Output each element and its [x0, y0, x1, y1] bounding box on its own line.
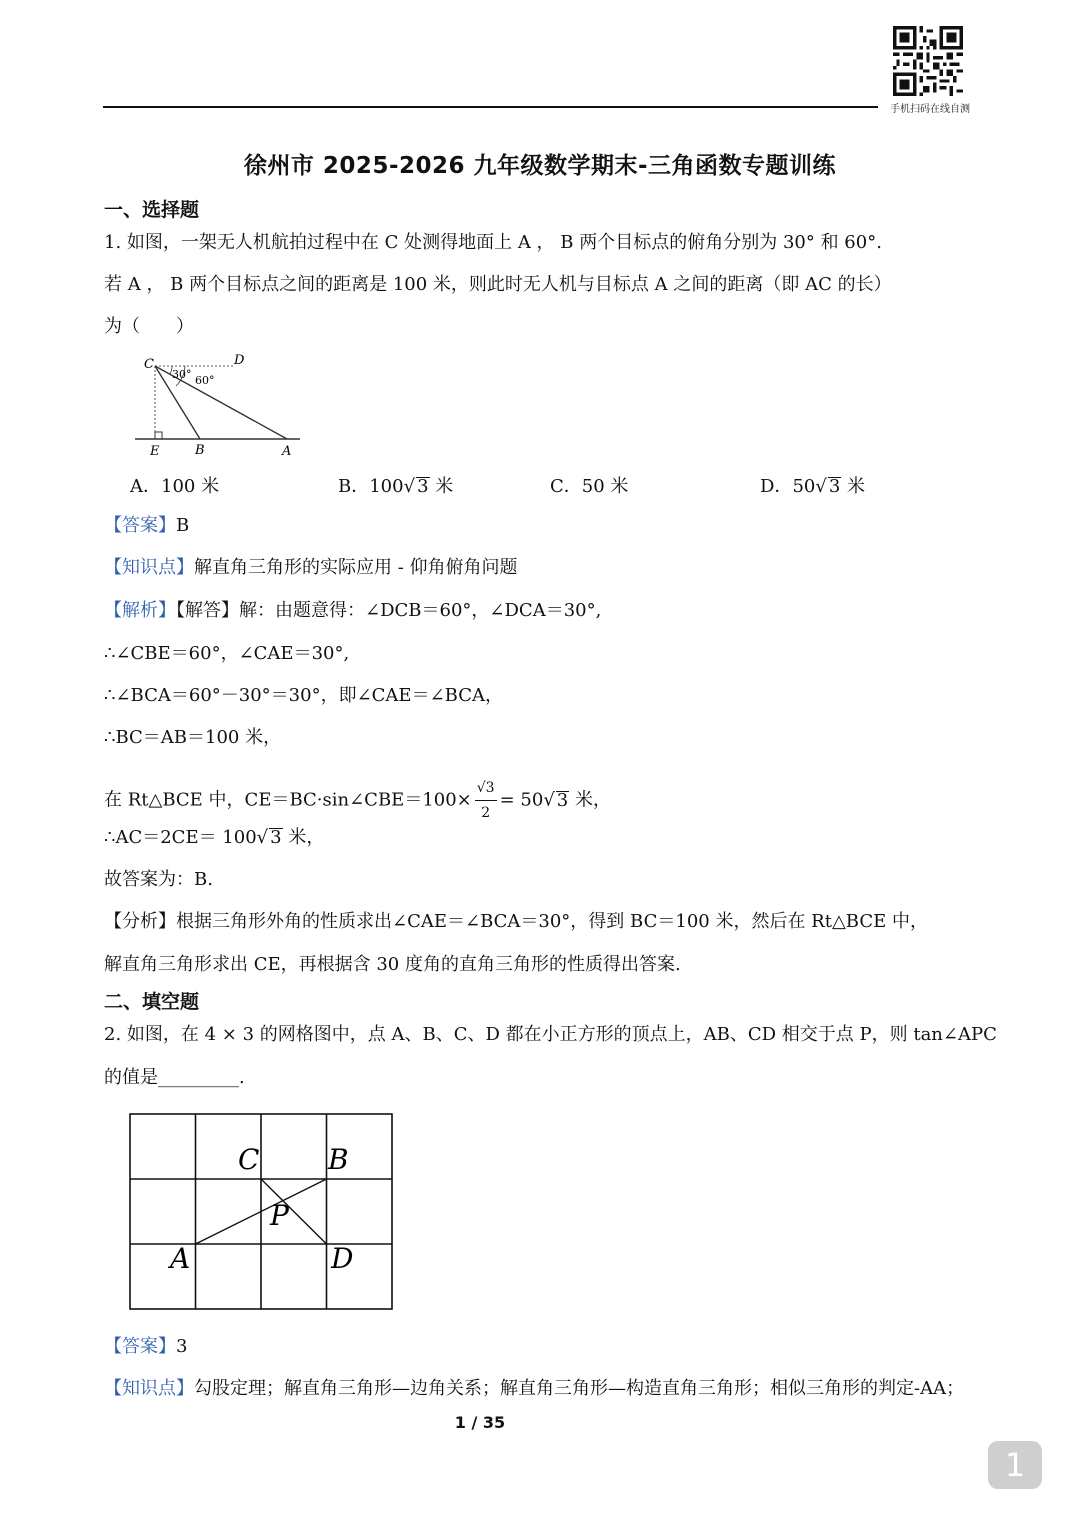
q2-fig-label-a: A [170, 1242, 191, 1275]
q1-stem-line1: 1. 如图，一架无人机航拍过程中在 C 处测得地面上 A ， B 两个目标点的俯角分别为 30° 和 60°. [104, 232, 882, 253]
q1-choice-b-radicand: 3 [417, 476, 429, 497]
q1-fig-angle-30: 30° [172, 368, 192, 381]
q1-choice-b-unit: 米 [435, 476, 454, 497]
q1-choice-b-coef: 100 [369, 476, 404, 497]
section-heading-choice: 一、选择题 [104, 199, 200, 221]
q1-choice-d: D．50√ 3 米 [760, 476, 866, 497]
q1-step-4-eq: = 50 [499, 789, 544, 811]
q1-fig-label-a: A [282, 444, 292, 459]
q1-step-3: ∴BC＝AB＝100 米， [104, 727, 282, 748]
q2-fig-label-c: C [238, 1143, 260, 1176]
q1-step-4-fraction [475, 776, 497, 825]
q1-fig-angle-60: 60° [195, 374, 215, 387]
q2-knowledge-point [104, 1377, 964, 1401]
q2-grid-figure [128, 1112, 396, 1312]
page-number: 1 / 35 [454, 1413, 506, 1432]
q1-knowledge-point [104, 556, 518, 580]
q1-solution-first-text: 【解答】解：由题意得：∠DCB＝60°，∠DCA＝30°, [176, 600, 602, 621]
q1-step-6: 故答案为：B. [104, 869, 213, 890]
section-heading-fill: 二、填空题 [104, 991, 200, 1013]
page-indicator-badge[interactable]: 1 [988, 1441, 1042, 1489]
q1-step-5-post: 米， [288, 827, 325, 848]
knowledge-tag: 【知识点】 [104, 1378, 194, 1399]
q1-stem-line2: 若 A ， B 两个目标点之间的距离是 100 米，则此时无人机与目标点 A 之间的距离（即 AC 的长） [104, 274, 892, 295]
q2-answer-value: 3 [176, 1336, 188, 1357]
fraction-numerator: √3 [475, 776, 497, 801]
q1-answer-value: B [176, 515, 190, 536]
q2-fig-label-d: D [331, 1242, 354, 1275]
q1-step-4: 在 Rt△BCE 中，CE＝BC·sin∠CBE＝100× $\frac{√3}{2}$ = 50√ 3 米， [104, 776, 611, 825]
q2-stem-line2: 的值是_________. [104, 1067, 245, 1088]
q2-fig-label-b: B [328, 1143, 349, 1176]
analysis-tag: 【分析】 [104, 911, 176, 932]
q1-choice-d-label: D． [760, 476, 793, 497]
q1-choice-a: A．100 米 [130, 476, 220, 497]
document-title: 徐州市 2025-2026 九年级数学期末-三角函数专题训练 [243, 153, 837, 179]
q1-fig-label-d: D [234, 353, 245, 368]
q1-step-4-post: 米， [574, 789, 611, 811]
q1-figure [130, 348, 305, 460]
q1-step-4-radicand: 3 [556, 789, 569, 811]
q1-analysis-text: 根据三角形外角的性质求出∠CAE＝∠BCA＝30°，得到 BC＝100 米，然后在 Rt△BCE 中， [176, 911, 928, 932]
q1-answer [104, 514, 189, 538]
q1-step-5: ∴AC＝2CE＝ 100√ 3 米， [104, 827, 325, 848]
qr-caption: 手机扫码在线自测 [890, 104, 970, 115]
q1-fig-label-b: B [195, 443, 205, 458]
q1-choice-b: B．100√ 3 米 [338, 476, 454, 497]
answer-tag: 【答案】 [104, 1336, 176, 1357]
q1-fig-label-e: E [150, 444, 160, 459]
q1-analysis-line1 [104, 910, 928, 934]
q1-step-5-radicand: 3 [270, 827, 282, 848]
q1-step-5-pre: ∴AC＝2CE＝ 100 [104, 827, 257, 848]
fraction-denominator: 2 [481, 805, 491, 821]
solution-tag: 【解析】 [104, 600, 176, 621]
header-rule [103, 106, 878, 108]
q1-choice-d-unit: 米 [847, 476, 866, 497]
q1-stem-line3: 为（ ） [104, 316, 194, 337]
q2-stem-line1: 2. 如图，在 4 × 3 的网格图中，点 A、B、C、D 都在小正方形的顶点上，AB、CD 相交于点 P，则 tan∠APC [104, 1024, 997, 1045]
q1-choice-c: C．50 米 [550, 476, 629, 497]
knowledge-tag: 【知识点】 [104, 557, 194, 578]
q1-choice-b-label: B． [338, 476, 370, 497]
q1-step-2: ∴∠BCA＝60°－30°＝30°，即∠CAE＝∠BCA， [104, 685, 503, 706]
q1-choice-d-coef: 50 [792, 476, 816, 497]
q1-choice-d-radicand: 3 [828, 476, 841, 497]
answer-tag: 【答案】 [104, 515, 176, 536]
q1-analysis-line2: 解直角三角形求出 CE，再根据含 30 度角的直角三角形的性质得出答案. [104, 954, 681, 975]
q2-fig-label-p: P [270, 1199, 289, 1232]
qr-code [893, 26, 963, 96]
q2-answer [104, 1335, 187, 1359]
q1-knowledge-text: 解直角三角形的实际应用 - 仰角俯角问题 [194, 557, 518, 578]
q1-step-4-pre: 在 Rt△BCE 中，CE＝BC·sin∠CBE＝100× [104, 789, 472, 811]
q1-step-1: ∴∠CBE＝60°，∠CAE＝30°, [104, 643, 350, 664]
q1-solution-first [104, 599, 601, 623]
q2-knowledge-text: 勾股定理；解直角三角形—边角关系；解直角三角形—构造直角三角形；相似三角形的判定-AA； [194, 1378, 965, 1399]
q1-fig-label-c: C [144, 357, 154, 372]
